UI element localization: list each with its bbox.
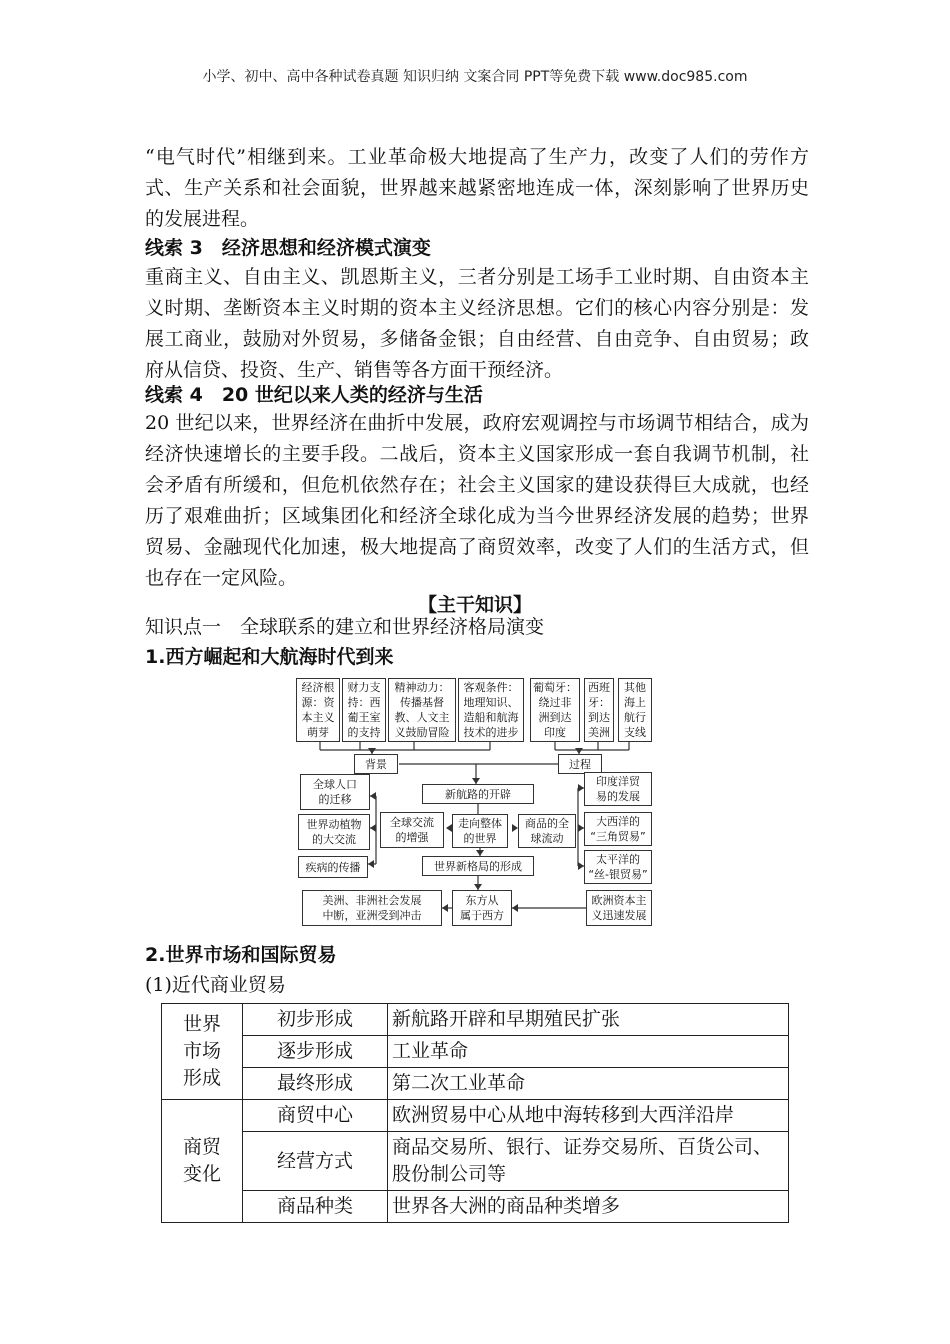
group-label-world-market (162, 1004, 243, 1100)
bg3-line: 教、人文主 (394, 711, 450, 724)
indian-line: 易的发展 (596, 790, 640, 803)
atlantic-triangle-trade-box (584, 812, 652, 846)
process-spain (584, 678, 614, 742)
bg-economic-root (296, 678, 340, 742)
clue4-body: 20 世纪以来，世界经济在曲折中发展，政府宏观调控与市场调节相结合，成为经济快速增长的主要手段。二战后，资本主义国家形成一套自我调节机制，社会矛盾有所缓和，但危机依然存在；社会主义国家的建设获得巨大成就，也经历了艰难曲折；区域集团化和经济全球化成为当今世界经济发展的趋势；世界贸易、金融现代化加速，极大地提高了商贸效率，改变了人们的生活方式，但也存在一定风险。 (145, 412, 809, 589)
stage-cell: 最终形成 (243, 1068, 388, 1100)
desc-cell: 欧洲贸易中心从地中海转移到大西洋沿岸 (388, 1100, 789, 1132)
process-label (558, 754, 602, 774)
background-text: 背景 (365, 757, 387, 771)
europe-line: 欧洲资本主 (591, 894, 647, 907)
pr3-line: 海上 (624, 696, 646, 709)
table-row (162, 1004, 789, 1036)
subsection-1-title: (1)近代商业贸易 (145, 974, 286, 996)
migration-line: 全球人口 (313, 778, 357, 791)
bg1-line: 本主义 (301, 711, 335, 724)
flora-line: 世界动植物 (306, 818, 362, 831)
desc-cell: 新航路开辟和早期殖民扩张 (388, 1004, 789, 1036)
commodity-line: 商品的全 (525, 817, 569, 830)
indian-ocean-trade-box (584, 772, 652, 806)
stage-cell: 商贸中心 (243, 1100, 388, 1132)
section-2-title: 2.世界市场和国际贸易 (145, 944, 337, 966)
knowledge-point-1: 知识点一 全球联系的建立和世界经济格局演变 (145, 616, 545, 638)
atlantic-line: 大西洋的 (596, 815, 640, 828)
stage-cell: 商品种类 (243, 1191, 388, 1223)
pacific-line: “丝-银贸易” (588, 868, 648, 881)
clue3-body: 重商主义、自由主义、凯恩斯主义，三者分别是工场手工业时期、自由资本主义时期、垄断资本主义时期的资本主义经济思想。它们的核心内容分别是：发展工商业，鼓励对外贸易，多储备金银；自由经营、自由竞争、自由贸易；政府从信贷、投资、生产、销售等各方面干预经济。 (145, 266, 809, 381)
desc-cell: 工业革命 (388, 1036, 789, 1068)
new-world-pattern-box (422, 856, 534, 876)
desc-cell: 世界各大洲的商品种类增多 (388, 1191, 789, 1223)
process-other-routes (618, 678, 652, 742)
bg1-line: 经济根 (301, 681, 335, 694)
desc-cell: 第二次工业革命 (388, 1068, 789, 1100)
indian-line: 印度洋贸 (596, 775, 640, 788)
bg1-line: 萌芽 (307, 726, 329, 739)
clue3-title: 线索 3 经济思想和经济模式演变 (145, 237, 431, 259)
commodity-flow-box (518, 814, 576, 848)
pr1-line: 葡萄牙： (533, 681, 577, 694)
flora-fauna-box (298, 814, 370, 850)
new-route-box (422, 784, 534, 804)
commodity-line: 球流动 (530, 832, 564, 845)
table-row (162, 1068, 789, 1100)
label-line: 商贸 (182, 1136, 221, 1158)
europe-capitalism-box (586, 890, 652, 926)
pacific-line: 太平洋的 (596, 853, 640, 866)
east-subordinate-west-box (452, 890, 512, 926)
bg2-line: 财力支 (347, 681, 381, 694)
bg-objective-conditions (458, 678, 524, 742)
label-line: 世界 (182, 1013, 221, 1035)
new-pattern-text: 世界新格局的形成 (434, 859, 522, 873)
global-exchange-box (380, 812, 444, 848)
flow-diagram (296, 676, 656, 930)
bg-spiritual-motive (388, 678, 456, 742)
clue4-title: 线索 4 20 世纪以来人类的经济与生活 (145, 384, 483, 406)
label-line: 市场 (182, 1040, 221, 1062)
desc-cell: 商品交易所、银行、证券交易所、百货公司、股份制公司等 (388, 1132, 789, 1191)
bg2-line: 葡王室 (347, 711, 381, 724)
europe-line: 义迅速发展 (591, 909, 647, 922)
group-label-trade-change (162, 1100, 243, 1223)
flora-line: 的大交流 (312, 833, 356, 846)
whole-line: 走向整体 (458, 817, 502, 830)
bg3-line: 精神动力： (394, 681, 450, 694)
commerce-table (161, 1003, 789, 1223)
pr1-line: 绕过非 (538, 696, 572, 709)
stage-cell: 经营方式 (243, 1132, 388, 1191)
disease-text: 疾病的传播 (305, 860, 361, 874)
bg2-line: 持：西 (347, 696, 381, 709)
table-row (162, 1191, 789, 1223)
table-row (162, 1036, 789, 1068)
table-row (162, 1100, 789, 1132)
pr3-line: 航行 (624, 711, 646, 724)
bg3-line: 传播基督 (400, 696, 444, 709)
label-line: 形成 (182, 1067, 221, 1089)
bg4-line: 地理知识、 (463, 696, 519, 709)
atlantic-line: “三角贸易” (590, 830, 646, 843)
east-line: 属于西方 (460, 909, 504, 922)
disease-box (298, 856, 368, 878)
whole-line: 的世界 (463, 832, 497, 845)
impact-line: 美洲、非洲社会发展 (322, 894, 422, 907)
main-knowledge-title: 【主干知识】 (417, 594, 532, 616)
migration-line: 的迁移 (318, 793, 352, 806)
page-header: 小学、初中、高中各种试卷真题 知识归纳 文案合同 PPT等免费下载 www.doc985.com (202, 69, 748, 85)
pr2-line: 到达 (588, 711, 610, 724)
pr2-line: 西班 (588, 681, 610, 694)
population-migration-box (300, 774, 370, 810)
pacific-silk-silver-trade-box (584, 850, 652, 884)
toward-whole-world-box (452, 814, 508, 848)
new-route-text: 新航路的开辟 (445, 787, 511, 801)
bg2-line: 的支持 (347, 726, 381, 739)
impact-line: 中断，亚洲受到冲击 (322, 909, 422, 922)
process-portugal (530, 678, 580, 742)
bg4-line: 客观条件： (463, 681, 519, 694)
bg1-line: 源：资 (301, 696, 335, 709)
stage-cell: 初步形成 (243, 1004, 388, 1036)
americas-africa-impact-box (302, 890, 442, 926)
pr2-line: 牙： (588, 696, 610, 709)
bg3-line: 义鼓励冒险 (394, 726, 450, 739)
bg4-line: 技术的进步 (463, 726, 519, 739)
pr3-line: 其他 (624, 681, 646, 694)
stage-cell: 逐步形成 (243, 1036, 388, 1068)
section-1-title: 1.西方崛起和大航海时代到来 (145, 646, 394, 668)
intro-paragraph: “电气时代”相继到来。工业革命极大地提高了生产力，改变了人们的劳作方式、生产关系和社会面貌，世界越来越紧密地连成一体，深刻影响了世界历史的发展进程。 (145, 146, 809, 230)
background-label (354, 754, 398, 774)
exchange-line: 的增强 (395, 831, 429, 844)
bg4-line: 造船和航海 (463, 711, 519, 724)
pr2-line: 美洲 (588, 726, 610, 739)
process-text: 过程 (569, 757, 591, 771)
east-line: 东方从 (465, 894, 499, 907)
pr3-line: 支线 (624, 726, 646, 739)
pr1-line: 印度 (544, 726, 566, 739)
label-line: 变化 (182, 1163, 221, 1185)
bg-financial-support (342, 678, 386, 742)
exchange-line: 全球交流 (390, 816, 434, 829)
table-row (162, 1132, 789, 1191)
pr1-line: 洲到达 (538, 711, 572, 724)
